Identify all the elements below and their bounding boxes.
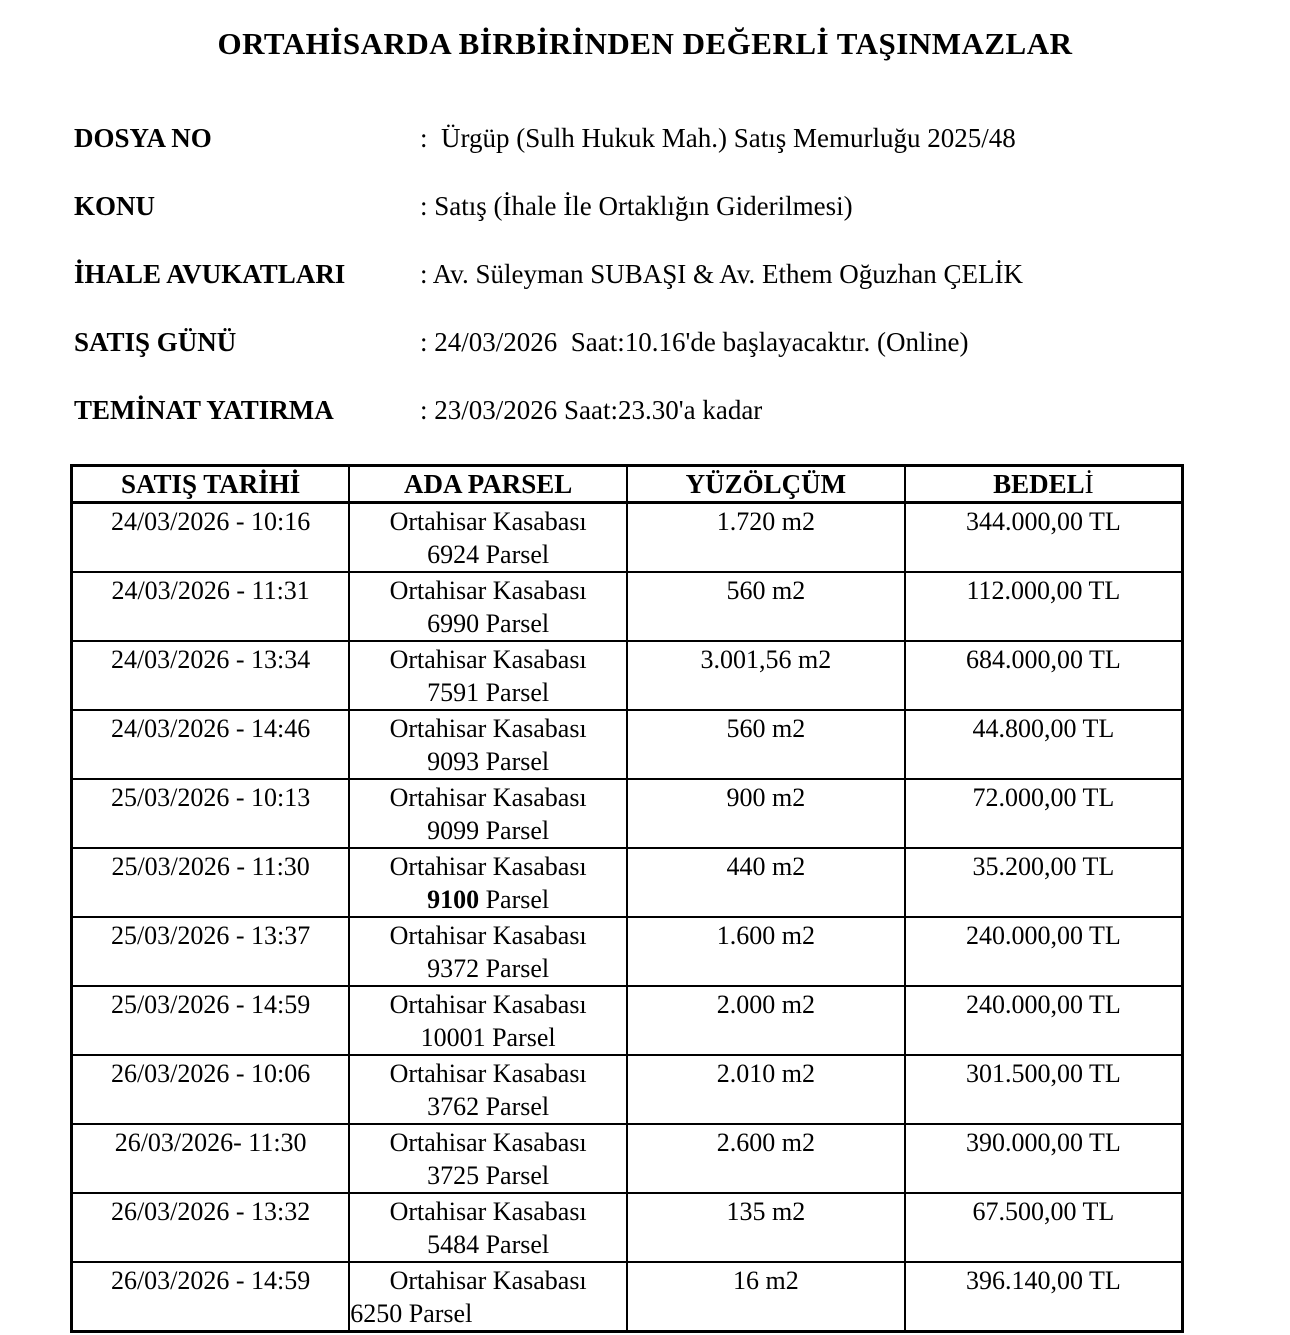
parsel-place: Ortahisar Kasabası [389,990,587,1019]
case-info-row-teminat-yatirma [74,396,1220,425]
cell-price: 390.000,00 TL [905,1124,1183,1193]
parsel-number-line: 6250 Parsel [350,1299,473,1328]
cell-sale-date: 25/03/2026 - 14:59 [72,986,350,1055]
parsel-place: Ortahisar Kasabası [389,507,587,536]
cell-sale-date: 26/03/2026- 11:30 [72,1124,350,1193]
case-info-row-ihale-avukatlari [74,260,1220,289]
cell-sale-date: 25/03/2026 - 10:13 [72,779,350,848]
cell-ada-parsel [349,710,627,779]
table-row [72,572,1183,641]
parsel-number: 9093 [427,747,480,776]
cell-ada-parsel [349,1262,627,1332]
table-row [72,779,1183,848]
parsel-number-line: 5484 Parsel [427,1230,550,1259]
cell-price: 240.000,00 TL [905,917,1183,986]
parsel-place: Ortahisar Kasabası [389,1266,587,1295]
cell-sale-date: 25/03/2026 - 11:30 [72,848,350,917]
parsel-place: Ortahisar Kasabası [389,852,587,881]
parsel-number-line: 7591 Parsel [427,678,550,707]
field-label: SATIŞ GÜNÜ [74,327,237,357]
cell-ada-parsel [349,917,627,986]
cell-ada-parsel [349,641,627,710]
parsel-number: 10001 [420,1023,486,1052]
col-header-ada-parsel: ADA PARSEL [349,466,627,503]
parsel-place: Ortahisar Kasabası [389,645,587,674]
table-row [72,1124,1183,1193]
parsel-number: 9100 [427,885,480,914]
cell-price: 240.000,00 TL [905,986,1183,1055]
field-label: DOSYA NO [74,123,212,153]
cell-area: 16 m2 [627,1262,905,1332]
case-info-row-konu [74,192,1220,221]
parsel-number-line: 9099 Parsel [427,816,550,845]
case-info [74,124,1220,425]
cell-area: 1.600 m2 [627,917,905,986]
cell-area: 440 m2 [627,848,905,917]
cell-area: 900 m2 [627,779,905,848]
parsel-number: 6250 [350,1299,403,1328]
cell-ada-parsel [349,1055,627,1124]
field-value: : Satış (İhale İle Ortaklığın Giderilmesi) [420,191,853,221]
table-row [72,710,1183,779]
cell-price: 344.000,00 TL [905,503,1183,573]
parsel-number: 3725 [427,1161,480,1190]
field-value: : 23/03/2026 Saat:23.30'a kadar [420,395,763,425]
table-row [72,848,1183,917]
cell-area: 560 m2 [627,572,905,641]
parsel-place: Ortahisar Kasabası [389,921,587,950]
table-row [72,641,1183,710]
parsel-number: 6990 [427,609,480,638]
parsel-number-line: 9100 Parsel [427,885,550,914]
parsel-number-line: 10001 Parsel [420,1023,556,1052]
field-label: TEMİNAT YATIRMA [74,395,334,425]
field-label: KONU [74,191,155,221]
cell-price: 67.500,00 TL [905,1193,1183,1262]
cell-price: 112.000,00 TL [905,572,1183,641]
cell-ada-parsel [349,1193,627,1262]
auction-table-body [72,503,1183,1332]
col-header-bedeli: BEDELİ [905,466,1183,503]
case-info-row-dosya-no [74,124,1220,153]
cell-ada-parsel [349,779,627,848]
parsel-number-line: 3762 Parsel [427,1092,550,1121]
cell-area: 2.010 m2 [627,1055,905,1124]
parsel-place: Ortahisar Kasabası [389,1197,587,1226]
parsel-number-line: 9372 Parsel [427,954,550,983]
cell-ada-parsel [349,1124,627,1193]
parsel-number: 6924 [427,540,480,569]
cell-ada-parsel [349,986,627,1055]
parsel-number-line: 3725 Parsel [427,1161,550,1190]
cell-area: 135 m2 [627,1193,905,1262]
field-label: İHALE AVUKATLARI [74,259,346,289]
cell-area: 1.720 m2 [627,503,905,573]
col-header-yuzolcum: YÜZÖLÇÜM [627,466,905,503]
cell-price: 35.200,00 TL [905,848,1183,917]
cell-area: 2.600 m2 [627,1124,905,1193]
parsel-place: Ortahisar Kasabası [389,714,587,743]
table-row [72,917,1183,986]
table-row [72,1193,1183,1262]
parsel-number: 5484 [427,1230,480,1259]
cell-ada-parsel [349,572,627,641]
cell-area: 3.001,56 m2 [627,641,905,710]
table-row [72,1262,1183,1332]
cell-sale-date: 26/03/2026 - 13:32 [72,1193,350,1262]
field-value: : Av. Süleyman SUBAŞI & Av. Ethem Oğuzhan ÇELİK [420,259,1023,289]
cell-price: 396.140,00 TL [905,1262,1183,1332]
cell-sale-date: 26/03/2026 - 14:59 [72,1262,350,1332]
cell-area: 2.000 m2 [627,986,905,1055]
cell-ada-parsel [349,503,627,573]
table-row [72,503,1183,573]
parsel-number-line: 9093 Parsel [427,747,550,776]
page-title: ORTAHİSARDA BİRBİRİNDEN DEĞERLİ TAŞINMAZLAR [217,26,1073,61]
parsel-number-line: 6924 Parsel [427,540,550,569]
parsel-number: 3762 [427,1092,480,1121]
cell-price: 44.800,00 TL [905,710,1183,779]
cell-sale-date: 24/03/2026 - 14:46 [72,710,350,779]
table-row [72,986,1183,1055]
table-header-row [72,466,1183,503]
cell-sale-date: 24/03/2026 - 10:16 [72,503,350,573]
parsel-number: 7591 [427,678,480,707]
cell-price: 301.500,00 TL [905,1055,1183,1124]
auction-table [70,464,1184,1333]
cell-sale-date: 26/03/2026 - 10:06 [72,1055,350,1124]
cell-sale-date: 24/03/2026 - 13:34 [72,641,350,710]
cell-price: 72.000,00 TL [905,779,1183,848]
field-value: : Ürgüp (Sulh Hukuk Mah.) Satış Memurluğu 2025/48 [420,123,1016,153]
case-info-row-satis-gunu [74,328,1220,357]
cell-sale-date: 25/03/2026 - 13:37 [72,917,350,986]
table-row [72,1055,1183,1124]
cell-ada-parsel [349,848,627,917]
col-header-satis-tarihi: SATIŞ TARİHİ [72,466,350,503]
cell-area: 560 m2 [627,710,905,779]
parsel-place: Ortahisar Kasabası [389,783,587,812]
parsel-place: Ortahisar Kasabası [389,1128,587,1157]
parsel-number-line: 6990 Parsel [427,609,550,638]
parsel-place: Ortahisar Kasabası [389,576,587,605]
parsel-place: Ortahisar Kasabası [389,1059,587,1088]
parsel-number: 9099 [427,816,480,845]
cell-price: 684.000,00 TL [905,641,1183,710]
cell-sale-date: 24/03/2026 - 11:31 [72,572,350,641]
parsel-number: 9372 [427,954,480,983]
field-value: : 24/03/2026 Saat:10.16'de başlayacaktır. (Online) [420,327,969,357]
